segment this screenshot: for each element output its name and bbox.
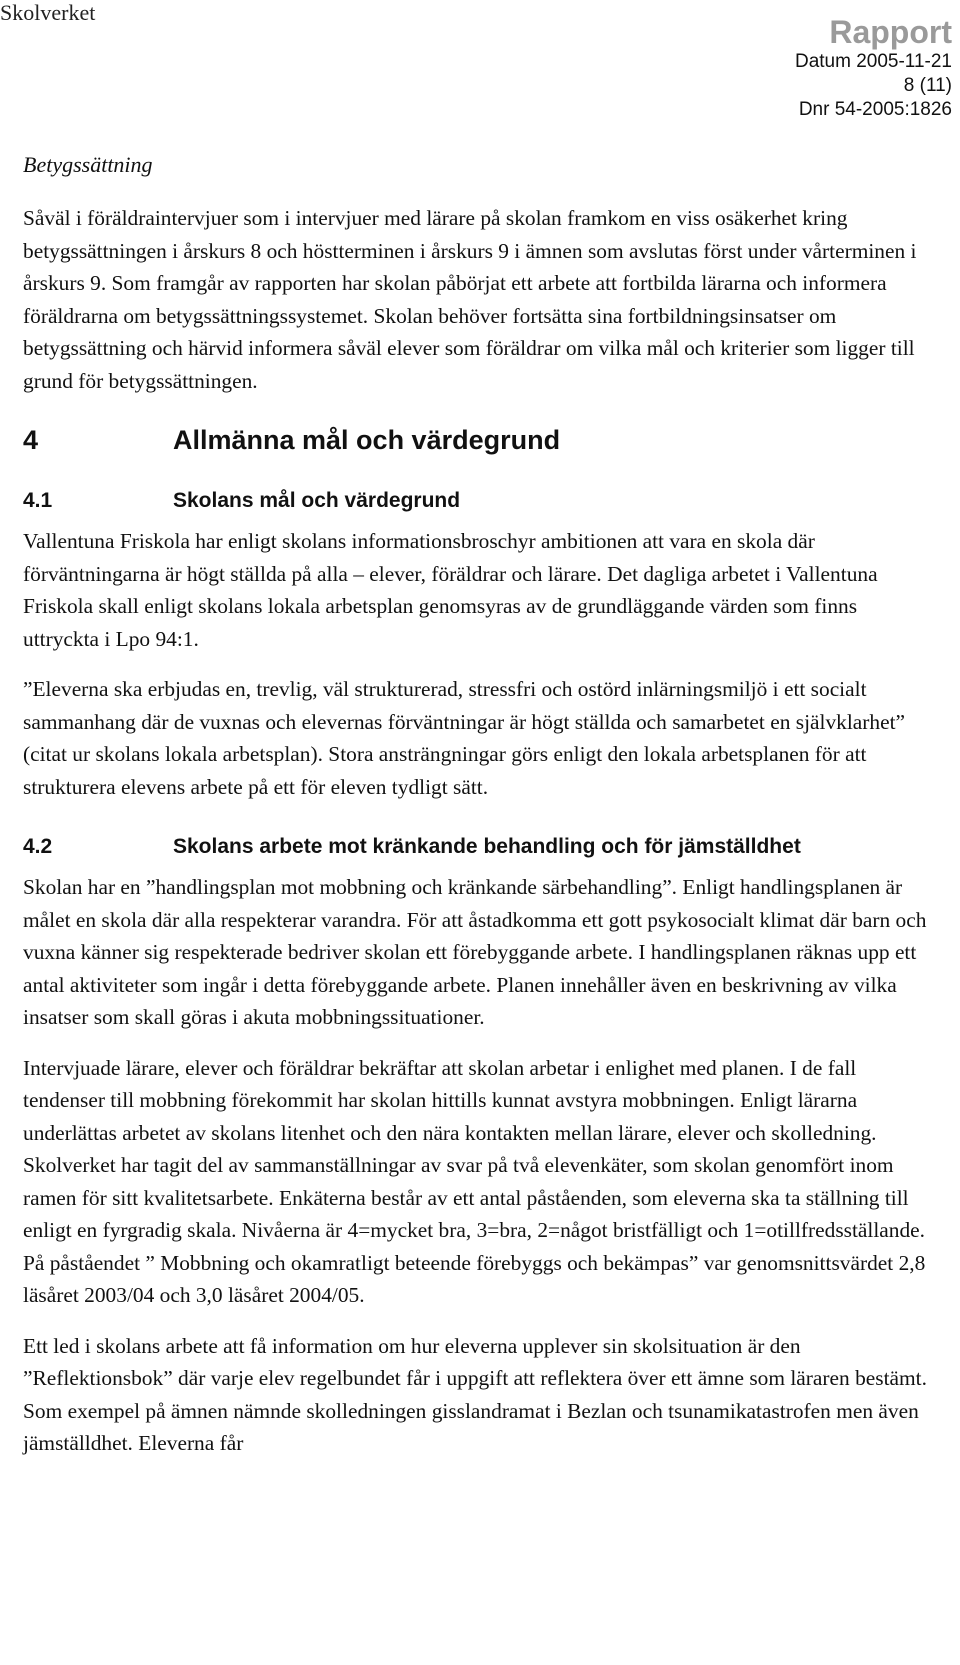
document-date: Datum 2005-11-21 [794,51,952,72]
section-number: 4.1 [23,489,53,512]
organization-name: Skolverket [0,0,96,25]
paragraph: Vallentuna Friskola har enligt skolans informationsbroschyr ambitionen att vara en skola där förväntningarna är högt ställda på alla – elever, föräldrar och lärare. Det dagliga arbetet i Vallentuna Friskola skall enligt skolans lokala arbetsplan genomsyras av de grundläggande värden som finns uttryckta i Lpo 94:1. [23,529,878,651]
section-heading-4-1 [23,487,938,515]
document-body [23,150,938,1478]
section-heading-4-2 [23,833,938,861]
paragraph: Intervjuade lärare, elever och föräldrar bekräftar att skolan arbetar i enlighet med planen. I de fall tendenser till mobbning förekommit har skolan hittills kunnat avstyra mobbningen. Enligt lärarna underlättas arbetet av skolans litenhet och den nära kontakten mellan lärare, elever och skolledning. Skolverket har tagit del av sammanställningar av svar på två elevenkäter, som skolan genomfört inom ramen för sitt kvalitetsarbete. Enkäterna består av ett antal påståenden, som eleverna ska ta ställning till enligt en fyrgradig skala. Nivåerna är 4=mycket bra, 3=bra, 2=något bristfälligt och 1=otillfredsställande. På påståendet ” Mobbning och okamratligt beteende förebyggs och bekämpas” var genomsnittsvärdet 2,8 läsåret 2003/04 och 3,0 läsåret 2004/05. [23,1055,926,1307]
section-number: 4 [23,425,39,455]
paragraph-quote: ”Eleverna ska erbjudas en, trevlig, väl strukturerad, stressfri och ostörd inlärningsmiljö i ett socialt sammanhang där de vuxnas och elevernas förväntningar är högt ställda och samarbetet en självklarhet” (citat ur skolans lokala arbetsplan). Stora ansträngningar görs enligt den lokala arbetsplanen för att strukturera elevens arbete på ett för eleven tydligt sätt. [23,677,906,799]
paragraph: Skolan har en ”handlingsplan mot mobbning och kränkande särbehandling”. Enligt handlingsplanen är målet en skola där alla respekterar varandra. För att åstadkomma ett gott psykosocialt klimat där barn och vuxna känner sig respekterade bedriver skolan ett förebyggande arbete. I handlingsplanen räknas upp ett antal aktiviteter som ingår i detta förebyggande arbete. Planen innehåller även en beskrivning av vilka insatser som skall göras i akuta mobbningssituationer. [23,875,927,1029]
section-title: Skolans mål och värdegrund [173,489,461,512]
section-title: Allmänna mål och värdegrund [173,425,561,455]
section-number: 4.2 [23,835,53,858]
registration-number: Dnr 54-2005:1826 [798,99,952,120]
paragraph: Såväl i föräldraintervjuer som i intervjuer med lärare på skolan framkom en viss osäkerhet kring betygssättningen i årskurs 8 och höstterminen i årskurs 9 i ämnen som avslutas först under vårterminen i årskurs 9. Som framgår av rapporten har skolan påbörjat ett arbete att fortbilda lärarna och informera föräldrarna om betygssättningssystemet. Skolan behöver fortsätta sina fortbildningsinsatser om betygssättning och härvid informera såväl elever som föräldrar om vilka mål och kriterier som ligger till grund för betygssättningen. [23,206,917,393]
document-header [795,14,952,122]
section-title: Skolans arbete mot kränkande behandling och för jämställdhet [173,835,801,858]
section-heading-4 [23,423,938,457]
document-type: Rapport [829,14,952,50]
page-number: 8 (11) [903,75,952,96]
subheading-betygssattning: Betygssättning [23,152,153,177]
paragraph: Ett led i skolans arbete att få information om hur eleverna upplever sin skolsituation är den ”Reflektionsbok” där varje elev regelbundet får i uppgift att reflektera över ett ämne som läraren bestämt. Som exempel på ämnen nämnde skolledningen gisslandramat i Bezlan och tsunamikatastrofen men även jämställdhet. Eleverna får [23,1333,927,1455]
